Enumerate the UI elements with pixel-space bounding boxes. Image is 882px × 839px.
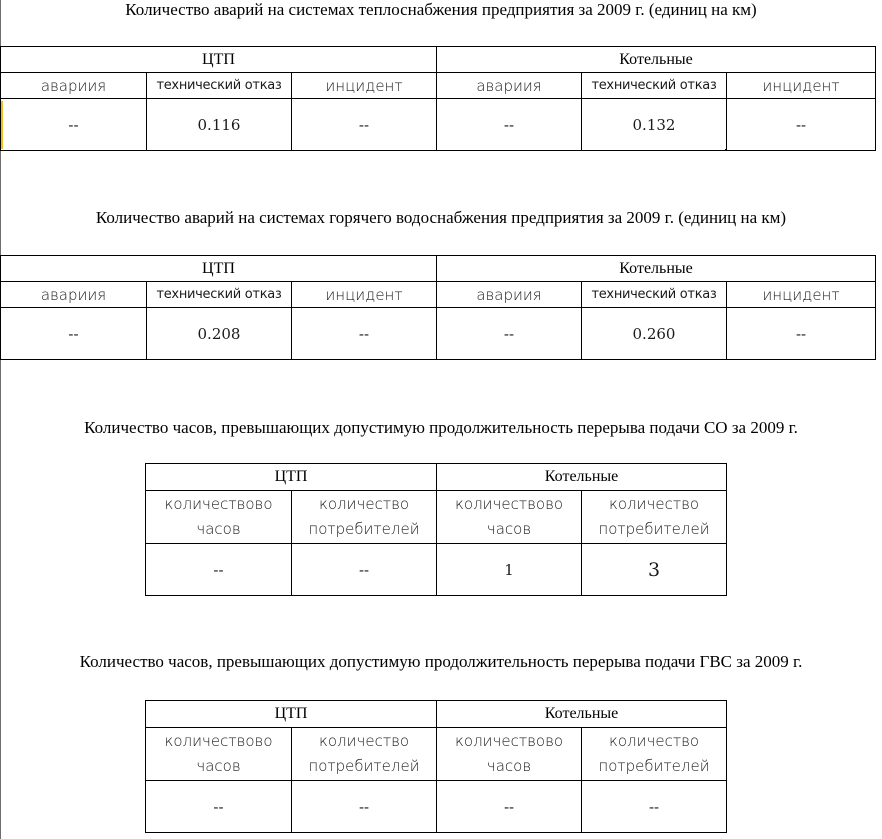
value-cell[interactable]: -- bbox=[437, 99, 582, 151]
value-cell[interactable]: 0.208 bbox=[147, 308, 292, 360]
value-cell[interactable]: -- bbox=[146, 781, 292, 833]
value-cell[interactable]: -- bbox=[727, 308, 876, 360]
column-header-accident[interactable]: авариия bbox=[1, 73, 147, 99]
group-header-ctp[interactable]: ЦТП bbox=[146, 464, 437, 491]
group-header-boilers[interactable]: Котельные bbox=[437, 701, 727, 728]
section2-table bbox=[0, 255, 876, 360]
table-row bbox=[1, 308, 876, 360]
column-header-incident[interactable]: инцидент bbox=[292, 282, 437, 308]
table-row bbox=[146, 544, 727, 596]
table-row bbox=[146, 781, 727, 833]
selected-value-cell[interactable]: 0.132 bbox=[582, 99, 727, 151]
column-header-line: потребителей bbox=[308, 520, 420, 538]
column-header-line: часов bbox=[486, 520, 532, 538]
column-header-accident[interactable]: авариия bbox=[437, 73, 582, 99]
section1-title: Количество аварий на системах теплоснабжения предприятия за 2009 г. (единиц на км) bbox=[125, 0, 757, 19]
value-cell[interactable]: 0.116 bbox=[147, 99, 292, 151]
value-cell[interactable]: 1 bbox=[437, 544, 582, 596]
column-header-consumers[interactable] bbox=[582, 491, 727, 544]
column-header-line: количествово bbox=[454, 732, 564, 750]
value-cell[interactable]: -- bbox=[292, 308, 437, 360]
table-group-header-row bbox=[1, 47, 876, 73]
table-group-header-row bbox=[146, 464, 727, 491]
column-header-line: потребителей bbox=[598, 520, 710, 538]
value-cell[interactable]: -- bbox=[146, 544, 292, 596]
column-header-line: количествово bbox=[164, 732, 273, 750]
group-header-boilers[interactable]: Котельные bbox=[437, 256, 876, 282]
column-header-hours[interactable] bbox=[437, 491, 582, 544]
column-header-technical-failure[interactable]: технический отказ bbox=[582, 73, 727, 99]
group-header-ctp[interactable]: ЦТП bbox=[146, 701, 437, 728]
column-header-line: количество bbox=[318, 732, 410, 750]
column-header-hours[interactable] bbox=[437, 728, 582, 781]
group-header-ctp[interactable]: ЦТП bbox=[1, 256, 437, 282]
section2-title: Количество аварий на системах горячего водоснабжения предприятия за 2009 г. (единиц на км) bbox=[95, 208, 787, 227]
column-header-consumers[interactable] bbox=[292, 728, 437, 781]
value-cell[interactable]: -- bbox=[292, 544, 437, 596]
column-header-line: количество bbox=[318, 495, 410, 513]
table-group-header-row bbox=[146, 701, 727, 728]
table-column-header-row bbox=[1, 73, 876, 99]
section4-title: Количество часов, превышающих допустимую продолжительность перерыва подачи ГВС за 2009 г. bbox=[79, 652, 803, 671]
column-header-accident[interactable]: авариия bbox=[437, 282, 582, 308]
value-cell[interactable]: -- bbox=[292, 99, 437, 151]
value-cell[interactable]: 3 bbox=[582, 544, 727, 596]
column-header-hours[interactable] bbox=[146, 491, 292, 544]
column-header-line: часов bbox=[196, 520, 241, 538]
value-cell[interactable]: -- bbox=[1, 99, 147, 151]
value-cell[interactable]: -- bbox=[1, 308, 147, 360]
group-header-ctp[interactable]: ЦТП bbox=[1, 47, 437, 73]
column-header-line: часов bbox=[486, 757, 532, 775]
column-header-line: количествово bbox=[454, 495, 564, 513]
group-header-boilers[interactable]: Котельные bbox=[437, 464, 727, 491]
column-header-technical-failure[interactable]: технический отказ bbox=[582, 282, 727, 308]
column-header-consumers[interactable] bbox=[582, 728, 727, 781]
value-cell[interactable]: -- bbox=[437, 781, 582, 833]
section3-table bbox=[145, 463, 727, 596]
table-column-header-row bbox=[146, 728, 727, 781]
column-header-technical-failure[interactable]: технический отказ bbox=[147, 282, 292, 308]
column-header-technical-failure[interactable]: технический отказ bbox=[147, 73, 292, 99]
table-column-header-row bbox=[146, 491, 727, 544]
section1-table bbox=[0, 46, 876, 151]
column-header-accident[interactable]: авариия bbox=[1, 282, 147, 308]
table-row bbox=[1, 99, 876, 151]
group-header-boilers[interactable]: Котельные bbox=[437, 47, 876, 73]
table-group-header-row bbox=[1, 256, 876, 282]
value-cell[interactable]: -- bbox=[292, 781, 437, 833]
value-cell[interactable]: -- bbox=[582, 781, 727, 833]
column-header-consumers[interactable] bbox=[292, 491, 437, 544]
column-header-line: количество bbox=[608, 732, 700, 750]
value-cell[interactable]: 0.260 bbox=[582, 308, 727, 360]
value-cell[interactable]: -- bbox=[437, 308, 582, 360]
value-cell[interactable]: -- bbox=[727, 99, 876, 151]
column-header-incident[interactable]: инцидент bbox=[727, 73, 876, 99]
section4-table bbox=[145, 700, 727, 833]
section3-title: Количество часов, превышающих допустимую продолжительность перерыва подачи СО за 2009 г. bbox=[84, 418, 798, 437]
column-header-incident[interactable]: инцидент bbox=[292, 73, 437, 99]
column-header-line: часов bbox=[196, 757, 241, 775]
column-header-line: количество bbox=[608, 495, 700, 513]
column-header-line: потребителей bbox=[308, 757, 420, 775]
column-header-hours[interactable] bbox=[146, 728, 292, 781]
column-header-incident[interactable]: инцидент bbox=[727, 282, 876, 308]
column-header-line: потребителей bbox=[598, 757, 710, 775]
column-header-line: количествово bbox=[164, 495, 273, 513]
table-column-header-row bbox=[1, 282, 876, 308]
